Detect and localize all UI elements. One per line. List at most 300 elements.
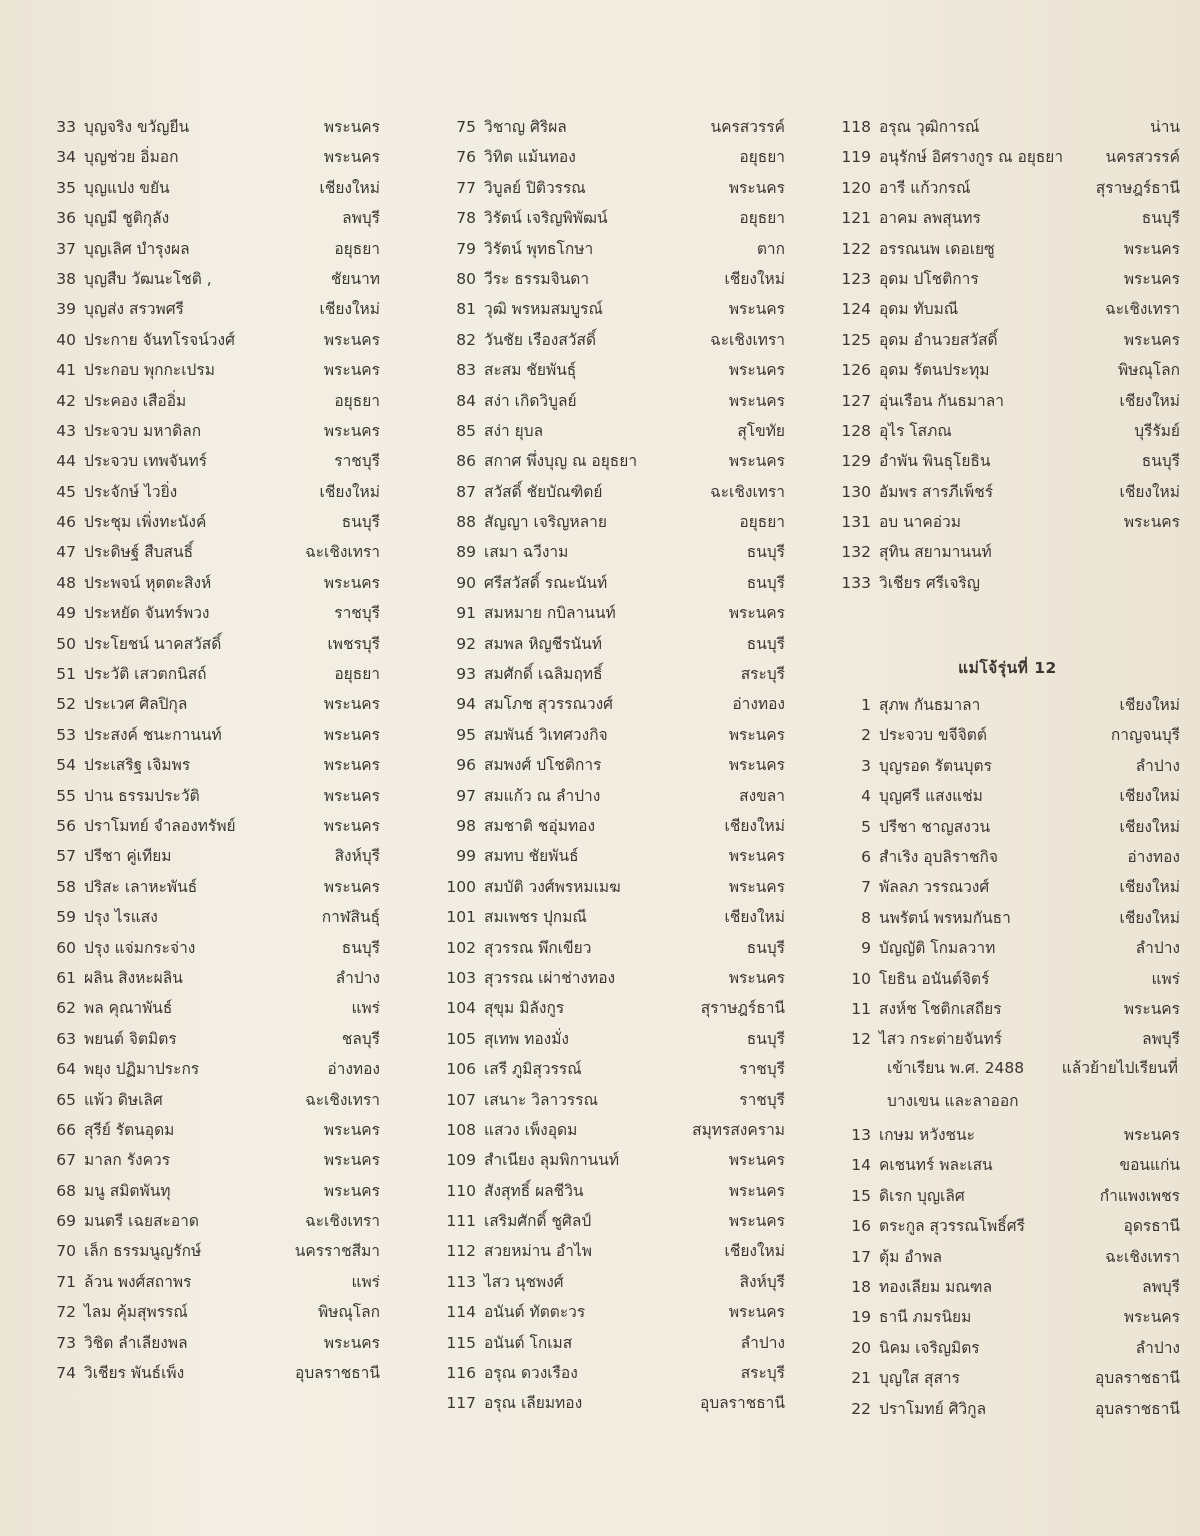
item-number: 62 [56, 999, 76, 1018]
item-number: 72 [56, 1303, 76, 1322]
person-name: บุญใส สุสาร [879, 1369, 960, 1388]
item-number: 19 [851, 1308, 871, 1327]
list-item [40, 659, 380, 689]
person-name: วิรัตน์ พุทธโกษา [484, 239, 594, 258]
province: อ่างทอง [1127, 847, 1180, 866]
item-number: 34 [56, 148, 76, 167]
list-item [835, 1333, 1180, 1363]
province: สงขลา [739, 786, 785, 805]
province: พระนคร [323, 786, 380, 805]
province: กาญจนบุรี [1110, 726, 1180, 745]
item-number: 102 [446, 938, 476, 957]
person-name: วิรัตน์ เจริญพิพัฒน์ [484, 209, 608, 228]
list-item [40, 841, 380, 871]
province: พระนคร [323, 877, 380, 896]
item-number: 97 [456, 786, 476, 805]
province: ลำปาง [1135, 1338, 1180, 1357]
person-name: บุญส่ง สรวพศรี [84, 300, 184, 319]
province: พระนคร [728, 361, 785, 380]
item-number: 52 [56, 695, 76, 714]
item-number: 65 [56, 1090, 76, 1109]
list-item [40, 325, 380, 355]
list-item [440, 1145, 785, 1175]
list-item [40, 568, 380, 598]
item-number: 75 [456, 118, 476, 136]
person-name: บุญมี ชูติกุลัง [84, 209, 170, 228]
person-name: วิชาญ ศิริผล [484, 118, 567, 136]
item-number: 3 [861, 756, 871, 775]
person-name: ศรีสวัสดิ์ รณะนันท์ [484, 573, 608, 592]
list-item [440, 203, 785, 233]
list-item [440, 1206, 785, 1236]
item-number: 56 [56, 816, 76, 835]
province: พระนคร [323, 725, 380, 744]
note-line-2: บางเขน และลาออก [887, 1092, 1019, 1110]
person-name: ปรีชา คู่เทียม [84, 847, 172, 866]
province: บุรีรัมย์ [1134, 421, 1180, 440]
province: ฉะเชิงเทรา [710, 330, 785, 349]
province: แพร่ [351, 999, 380, 1018]
list-item [835, 1242, 1180, 1272]
person-name: เสนาะ วิลาวรรณ [484, 1090, 598, 1109]
person-name: ล้วน พงศ์สถาพร [84, 1272, 192, 1291]
item-number: 47 [56, 543, 76, 562]
person-name: สงห์ช โชติกเสถียร [879, 999, 1002, 1018]
list-item [835, 1120, 1180, 1150]
list-item [835, 537, 1180, 567]
person-name: ปรุง แจ่มกระจ่าง [84, 938, 196, 957]
person-name: ประโยชน์ นาคสวัสดิ์ [84, 634, 222, 653]
item-number: 58 [56, 877, 76, 896]
list-item [440, 629, 785, 659]
province: เชียงใหม่ [724, 269, 785, 288]
province: ราชบุรี [334, 604, 380, 623]
province: พระนคร [323, 1181, 380, 1200]
list-item [440, 568, 785, 598]
province: แพร่ [351, 1272, 380, 1291]
note-line-1-left: เข้าเรียน พ.ศ. 2488 [887, 1059, 1025, 1077]
province: ตาก [756, 239, 785, 258]
province: อ่างทอง [732, 695, 785, 714]
province: พระนคร [728, 1303, 785, 1322]
person-name: ตระกูล สุวรรณโพธิ์ศรี [879, 1217, 1025, 1236]
list-item [440, 1054, 785, 1084]
person-name: ตุ้ม อำพล [879, 1247, 942, 1266]
province: เชียงใหม่ [1119, 482, 1180, 501]
province: ธนบุรี [341, 513, 380, 532]
person-name: สำเนียง ลุมพิกานนท์ [484, 1151, 620, 1170]
item-number: 36 [56, 209, 76, 228]
item-number: 87 [456, 482, 476, 501]
item-number: 63 [56, 1029, 76, 1048]
person-name: ประดิษฐ์ สืบสนธิ์ [84, 543, 194, 562]
list-item [835, 568, 1180, 598]
person-name: สุเทพ ทองมั่ง [484, 1029, 570, 1048]
list-item [440, 659, 785, 689]
item-number: 111 [446, 1212, 476, 1231]
person-name: อุ่นเรือน กันธมาลา [879, 391, 1004, 410]
list-item [40, 234, 380, 264]
province: สระบุรี [740, 1364, 785, 1383]
province: นครสวรรค์ [1105, 148, 1180, 167]
list-item [835, 964, 1180, 994]
person-name: สวยหม่าน อำไพ [484, 1242, 592, 1261]
person-name: วุฒิ พรหมสมบูรณ์ [484, 300, 603, 319]
item-number: 98 [456, 816, 476, 835]
list-item [40, 173, 380, 203]
item-number: 43 [56, 421, 76, 440]
item-number: 1 [861, 696, 871, 714]
list-item [40, 203, 380, 233]
list-item [40, 1297, 380, 1327]
list-item [440, 537, 785, 567]
item-number: 57 [56, 847, 76, 866]
list-item [835, 720, 1180, 750]
list-item [835, 690, 1180, 720]
province: ธนบุรี [341, 938, 380, 957]
list-item [440, 234, 785, 264]
person-name: แสวง เพ็งอุดม [484, 1120, 578, 1139]
item-number: 122 [841, 239, 871, 258]
province: พระนคร [1123, 269, 1180, 288]
item-number: 45 [56, 482, 76, 501]
list-item [835, 751, 1180, 781]
item-number: 10 [851, 969, 871, 988]
list-item [440, 325, 785, 355]
person-name: ปริสะ เลาหะพันธ์ [84, 877, 198, 896]
person-name: วิเชียร พันธ์เพ็ง [84, 1364, 185, 1383]
province: ลำปาง [335, 968, 380, 987]
item-number: 49 [56, 604, 76, 623]
item-number: 54 [56, 756, 76, 775]
item-number: 76 [456, 148, 476, 167]
list-item [440, 1267, 785, 1297]
province: พระนคร [728, 178, 785, 197]
province: พระนคร [1123, 513, 1180, 532]
item-number: 99 [456, 847, 476, 866]
province: พระนคร [323, 756, 380, 775]
province: ลพบุรี [1142, 1030, 1180, 1049]
list-item [40, 446, 380, 476]
item-number: 64 [56, 1060, 76, 1079]
province: ธนบุรี [746, 543, 785, 562]
list-item [835, 416, 1180, 446]
person-name: สมศักดิ์ เฉลิมฤทธิ์ [484, 665, 603, 684]
list-item [835, 203, 1180, 233]
item-number: 67 [56, 1151, 76, 1170]
province: อุบลราชธานี [295, 1364, 380, 1383]
person-name: สวัสดิ์ ชัยบัณฑิตย์ [484, 482, 603, 501]
person-name: วิเชียร ศรีเจริญ [879, 573, 980, 592]
list-item [440, 902, 785, 932]
province: สระบุรี [740, 665, 785, 684]
province: ฉะเชิงเทรา [305, 1212, 380, 1231]
name-list-column-2 [440, 112, 785, 1419]
person-name: วันชัย เรืองสวัสดิ์ [484, 330, 597, 349]
item-number: 40 [56, 330, 76, 349]
item-number: 42 [56, 391, 76, 410]
person-name: สง่า ยุบล [484, 421, 544, 440]
item-number: 74 [56, 1364, 76, 1383]
item-number: 5 [861, 817, 871, 836]
item-number: 70 [56, 1242, 76, 1261]
person-name: วีระ ธรรมจินดา [484, 269, 590, 288]
province: นครราชสีมา [294, 1242, 380, 1261]
item-number: 60 [56, 938, 76, 957]
list-item [40, 416, 380, 446]
item-number: 15 [851, 1186, 871, 1205]
person-name: บุญช่วย อิ่มอก [84, 148, 179, 167]
list-item [440, 993, 785, 1023]
province: พระนคร [728, 452, 785, 471]
item-number: 104 [446, 999, 476, 1018]
province: ฉะเชิงเทรา [1105, 300, 1180, 319]
batch-12-list [835, 690, 1180, 1055]
person-name: สุทิน สยามานนท์ [879, 543, 992, 562]
list-item [440, 750, 785, 780]
list-item [440, 781, 785, 811]
list-item [835, 234, 1180, 264]
list-item [440, 720, 785, 750]
item-number: 109 [446, 1151, 476, 1170]
province: ลำปาง [1135, 939, 1180, 958]
list-item [40, 1115, 380, 1145]
item-number: 68 [56, 1181, 76, 1200]
province: พระนคร [1123, 999, 1180, 1018]
list-item [40, 750, 380, 780]
item-number: 108 [446, 1120, 476, 1139]
person-name: ประเสริฐ เจิมพร [84, 756, 191, 775]
province: น่าน [1150, 118, 1180, 136]
province: สุโขทัย [737, 421, 785, 440]
item-number: 8 [861, 908, 871, 927]
person-name: ประคอง เสืออิ่ม [84, 391, 187, 410]
item-number: 124 [841, 300, 871, 319]
person-name: อบ นาคอ่วม [879, 513, 961, 532]
province: อุบลราชธานี [700, 1394, 785, 1413]
list-item [40, 477, 380, 507]
list-item [835, 781, 1180, 811]
province: ฉะเชิงเทรา [710, 482, 785, 501]
person-name: บุญแปง ขยัน [84, 178, 170, 197]
province: พระนคร [323, 421, 380, 440]
province: นครสวรรค์ [710, 118, 785, 136]
province: พระนคร [728, 604, 785, 623]
province: แพร่ [1151, 969, 1180, 988]
batch-12-list-continued [835, 1120, 1180, 1424]
list-item [835, 507, 1180, 537]
person-name: ดิเรก บุญเลิศ [879, 1186, 965, 1205]
province: พระนคร [323, 1151, 380, 1170]
item-number: 94 [456, 695, 476, 714]
list-item [835, 264, 1180, 294]
list-item [440, 142, 785, 172]
person-name: แพ้ว ดิษเลิศ [84, 1090, 163, 1109]
person-name: สมบัติ วงศ์พรหมเมฆ [484, 877, 621, 896]
person-name: อุดม อำนวยสวัสดิ์ [879, 330, 998, 349]
list-item [440, 963, 785, 993]
province: ขอนแก่น [1119, 1156, 1180, 1175]
person-name: ไลม คุ้มสุพรรณ์ [84, 1303, 188, 1322]
person-name: บุญเลิศ บำรุงผล [84, 239, 190, 258]
list-item [440, 1024, 785, 1054]
list-item [440, 416, 785, 446]
item-number: 120 [841, 178, 871, 197]
person-name: ไสว นุชพงศ์ [484, 1272, 564, 1291]
person-name: บุญจริง ขวัญยืน [84, 118, 190, 136]
province: ธนบุรี [1141, 452, 1180, 471]
item-number: 117 [446, 1394, 476, 1413]
item-number: 13 [851, 1126, 871, 1144]
item-number: 84 [456, 391, 476, 410]
province: ชัยนาท [330, 269, 380, 288]
item-number: 114 [446, 1303, 476, 1322]
item-number: 22 [851, 1399, 871, 1418]
province: ชลบุรี [341, 1029, 380, 1048]
item-number: 21 [851, 1369, 871, 1388]
list-item [40, 386, 380, 416]
list-item [440, 1115, 785, 1145]
list-item [40, 1328, 380, 1358]
province: พระนคร [323, 148, 380, 167]
list-item [40, 1236, 380, 1266]
person-name: วิบูลย์ ปิติวรรณ [484, 178, 586, 197]
person-name: อุดม ปโชติการ [879, 269, 979, 288]
person-name: ไสว กระต่ายจันทร์ [879, 1030, 1002, 1049]
item-number: 133 [841, 573, 871, 592]
person-name: นิคม เจริญมิตร [879, 1338, 980, 1357]
person-name: อำพัน พินธุโยธิน [879, 452, 991, 471]
item-number: 59 [56, 908, 76, 927]
person-name: อาคม ลพสุนทร [879, 209, 981, 228]
item-number: 16 [851, 1217, 871, 1236]
list-item [440, 1085, 785, 1115]
list-item [835, 1181, 1180, 1211]
province: อยุธยา [334, 665, 380, 684]
item-number: 130 [841, 482, 871, 501]
list-item [40, 720, 380, 750]
list-item [835, 477, 1180, 507]
item-number: 107 [446, 1090, 476, 1109]
person-name: สุรีย์ รัตนอุดม [84, 1120, 175, 1139]
item-number: 93 [456, 665, 476, 684]
item-number: 35 [56, 178, 76, 197]
province: อยุธยา [739, 148, 785, 167]
person-name: บุญศรี แสงแช่ม [879, 787, 983, 806]
province: พระนคร [728, 756, 785, 775]
item-number: 2 [861, 726, 871, 745]
person-name: ประจวบ เทพจันทร์ [84, 452, 207, 471]
item-number: 100 [446, 877, 476, 896]
province: ราชบุรี [334, 452, 380, 471]
person-name: ปราโมทย์ จำลองทรัพย์ [84, 816, 236, 835]
list-item [40, 264, 380, 294]
item-number: 18 [851, 1277, 871, 1296]
list-item [40, 689, 380, 719]
item-number: 92 [456, 634, 476, 653]
province: ธนบุรี [746, 634, 785, 653]
item-number: 11 [851, 999, 871, 1018]
province: อยุธยา [334, 239, 380, 258]
list-item [835, 933, 1180, 963]
person-name: ประเวศ ศิลปิกุล [84, 695, 188, 714]
province: เชียงใหม่ [319, 482, 380, 501]
list-item [835, 1394, 1180, 1424]
list-item [40, 294, 380, 324]
person-name: ปรุง ไรแสง [84, 908, 158, 927]
list-item [40, 507, 380, 537]
person-name: สุวรรณ พึกเขียว [484, 938, 592, 957]
item-number: 105 [446, 1029, 476, 1048]
person-name: สมพงศ์ ปโชติการ [484, 756, 602, 775]
person-name: สมพันธ์ วิเทศวงกิจ [484, 725, 608, 744]
list-item [40, 1176, 380, 1206]
list-item [440, 1388, 785, 1418]
item-number: 101 [446, 908, 476, 927]
person-name: อนันต์ ทัตตะวร [484, 1303, 586, 1322]
province: อยุธยา [334, 391, 380, 410]
item-number: 51 [56, 665, 76, 684]
province: อุดรธานี [1123, 1217, 1180, 1236]
person-name: อรุณ ดวงเรือง [484, 1364, 578, 1383]
province: สุราษฎร์ธานี [1095, 178, 1180, 197]
province: พระนคร [323, 573, 380, 592]
person-name: ประสงค์ ชนะกานนท์ [84, 725, 222, 744]
person-name: อรุณ เลียมทอง [484, 1394, 583, 1413]
item-number: 44 [56, 452, 76, 471]
province: พระนคร [323, 361, 380, 380]
province: พระนคร [728, 1151, 785, 1170]
person-name: ประพจน์ หุตตะสิงห์ [84, 573, 212, 592]
list-item [835, 325, 1180, 355]
item-number: 85 [456, 421, 476, 440]
list-item [40, 1358, 380, 1388]
list-item [440, 264, 785, 294]
person-name: บุญสืบ วัฒนะโชติ , [84, 269, 212, 288]
list-item [440, 1358, 785, 1388]
person-name: ปรีชา ชาญสงวน [879, 817, 991, 836]
list-item [835, 294, 1180, 324]
item-number: 103 [446, 968, 476, 987]
province: พิษณุโลก [1117, 361, 1180, 380]
list-item [835, 903, 1180, 933]
item-number: 78 [456, 209, 476, 228]
province: อยุธยา [739, 209, 785, 228]
item-number: 125 [841, 330, 871, 349]
person-name: สังสุทธิ์ ผลชีวิน [484, 1181, 584, 1200]
item-number: 7 [861, 878, 871, 897]
list-item [440, 1176, 785, 1206]
person-name: บัญญัติ โกมลวาท [879, 939, 996, 958]
person-name: ประจักษ์ ไวยิ่ง [84, 482, 178, 501]
list-item [835, 1211, 1180, 1241]
list-item [440, 811, 785, 841]
person-name: ประหยัด จันทร์พวง [84, 604, 210, 623]
name-list-column-1 [40, 112, 380, 1388]
province: ฉะเชิงเทรา [305, 543, 380, 562]
person-name: ทองเลียม มณฑล [879, 1277, 993, 1296]
person-name: พัลลภ วรรณวงศ์ [879, 878, 990, 897]
note-line-1-right: แล้วย้ายไปเรียนที่ [1061, 1059, 1178, 1077]
list-item [440, 477, 785, 507]
province: เชียงใหม่ [1119, 817, 1180, 836]
person-name: สมหมาย กบิลานนท์ [484, 604, 616, 623]
item-number: 39 [56, 300, 76, 319]
person-name: พล คุณาพันธ์ [84, 999, 173, 1018]
item-number: 132 [841, 543, 871, 562]
province: สมุทรสงคราม [692, 1120, 785, 1139]
item-number: 77 [456, 178, 476, 197]
